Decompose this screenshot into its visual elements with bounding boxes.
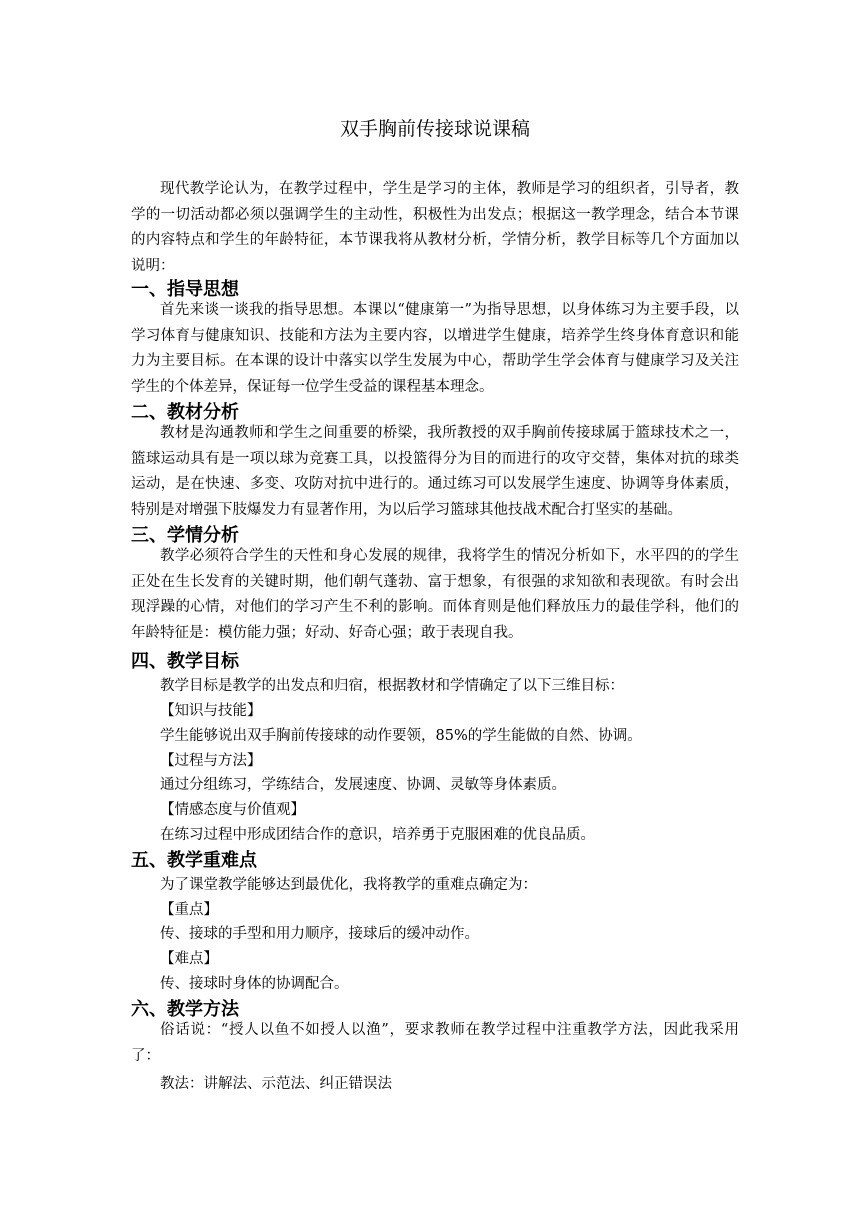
- section-heading-student-analysis: 三、学情分析: [131, 525, 239, 546]
- section-heading-material-analysis: 二、教材分析: [131, 402, 239, 423]
- goals-line-emotion-label: 【情感态度与价值观】: [160, 802, 305, 818]
- section-paragraph-material-analysis: 教材是沟通教师和学生之间重要的桥梁，我所教授的双手胸前传接球属于篮球技术之一，篮球运动具有是一项以球为竞赛工具，以投篮得分为目的而进行的攻守交替，集体对抗的球类运动，是在快速、多变、攻防对抗中进行的。通过练习可以发展学生速度、协调等身体素质，特别是对增强下肢爆发力有显著作用，为以后学习篮球其他技战术配合打坚实的基础。: [131, 425, 739, 518]
- intro-paragraph: 现代教学论认为，在教学过程中，学生是学习的主体，教师是学习的组织者，引导者，教学的一切活动都必须以强调学生的主动性，积极性为出发点；根据这一教学理念，结合本节课的内容特点和学生的年龄特征，本节课我将从教材分析，学情分析，教学目标等几个方面加以说明：: [131, 181, 739, 274]
- section-heading-teaching-goals: 四、教学目标: [131, 651, 239, 672]
- keypoints-line-difficulty-label: 【难点】: [160, 951, 218, 967]
- section-paragraph-guiding-thought: 首先来谈一谈我的指导思想。本课以“健康第一”为指导思想，以身体练习为主要手段，以学习体育与健康知识、技能和方法为主要内容，以增进学生健康，培养学生终身体育意识和能力为主要目标。在本课的设计中落实以学生发展为中心，帮助学生学会体育与健康学习及关注学生的个体差异，保证每一位学生受益的课程基本理念。: [131, 302, 739, 395]
- goals-line-emotion-text: 在练习过程中形成团结合作的意识，培养勇于克服困难的优良品质。: [160, 827, 595, 843]
- section-heading-teaching-methods: 六、教学方法: [131, 999, 239, 1020]
- goals-line-process-text: 通过分组练习，学练结合，发展速度、协调、灵敏等身体素质。: [160, 777, 566, 793]
- section-paragraph-teaching-methods: 俗话说：“授人以鱼不如授人以渔”，要求教师在教学过程中注重教学方法，因此我采用了：: [131, 1022, 739, 1064]
- goals-line-intro: 教学目标是教学的出发点和归宿，根据教材和学情确定了以下三维目标：: [160, 678, 624, 694]
- section-paragraph-student-analysis: 教学必须符合学生的天性和身心发展的规律，我将学生的情况分析如下，水平四的的学生正处在生长发育的关键时期，他们朝气蓬勃、富于想象，有很强的求知欲和表现欲。有时会出现浮躁的心情，对他们的学习产生不利的影响。而体育则是他们释放压力的最佳学科，他们的年龄特征是：模仿能力强；好动、好奇心强；敢于表现自我。: [131, 548, 739, 641]
- keypoints-line-key-text: 传、接球的手型和用力顺序，接球后的缓冲动作。: [160, 926, 479, 942]
- goals-line-knowledge-label: 【知识与技能】: [160, 703, 262, 719]
- section-heading-guiding-thought: 一、指导思想: [131, 279, 239, 300]
- goals-line-knowledge-text: 学生能够说出双手胸前传接球的动作要领，85%的学生能做的自然、协调。: [160, 728, 642, 744]
- document-title: 双手胸前传接球说课稿: [339, 118, 530, 140]
- keypoints-line-key-label: 【重点】: [160, 902, 218, 918]
- methods-line-teaching: 教法：讲解法、示范法、纠正错误法: [160, 1076, 392, 1092]
- goals-line-process-label: 【过程与方法】: [160, 753, 262, 769]
- keypoints-line-intro: 为了课堂教学能够达到最优化，我将教学的重难点确定为：: [160, 877, 537, 893]
- keypoints-line-difficulty-text: 传、接球时身体的协调配合。: [160, 976, 349, 992]
- section-heading-key-points: 五、教学重难点: [131, 850, 257, 871]
